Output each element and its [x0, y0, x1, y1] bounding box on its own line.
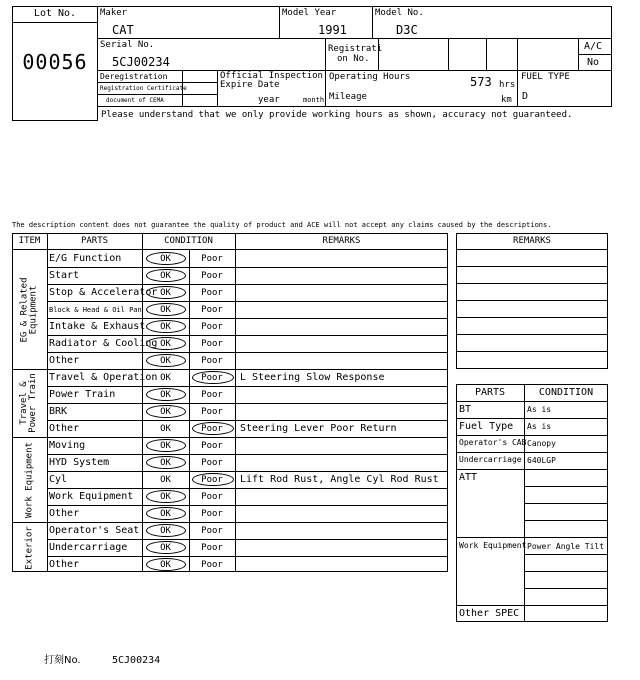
remark-text: L Steering Slow Response — [240, 372, 385, 383]
condition-poor: Poor — [201, 373, 223, 383]
part-name: HYD System — [49, 457, 110, 468]
operating-hours-label: Operating Hours — [329, 72, 411, 82]
header-condition: CONDITION — [164, 236, 213, 246]
group-label: Travel & Power Train — [19, 373, 38, 433]
registration-label-2: on No. — [337, 54, 370, 64]
condition-ok: OK — [160, 271, 171, 281]
part-name: Intake & Exhaust — [49, 321, 146, 332]
condition-ok: OK — [160, 475, 171, 485]
stamp-label: 打刻No. — [44, 655, 81, 666]
condition-ok: OK — [160, 373, 171, 383]
hrs-label: hrs — [499, 80, 516, 90]
condition-poor: Poor — [201, 322, 223, 332]
spec-condition-header: CONDITION — [538, 387, 594, 398]
registration-certificate-label: Registration Certificate — [100, 85, 187, 92]
part-name: E/G Function — [49, 253, 122, 264]
ac-label: A/C — [584, 41, 603, 52]
part-name: Start — [49, 270, 80, 281]
condition-ok: OK — [160, 424, 171, 434]
part-name: Power Train — [49, 389, 116, 400]
condition-poor: Poor — [201, 356, 223, 366]
condition-ok: OK — [160, 543, 171, 553]
condition-poor: Poor — [201, 305, 223, 315]
spec-cab-value: Canopy — [527, 439, 556, 448]
remark-text: Steering Lever Poor Return — [240, 423, 397, 434]
condition-poor: Poor — [201, 543, 223, 553]
mileage-label: Mileage — [329, 92, 367, 102]
ok-circle-mark — [146, 354, 186, 367]
serial-value: 5CJ00234 — [112, 55, 170, 69]
ok-circle-mark — [146, 405, 186, 418]
part-name: Undercarriage — [49, 542, 128, 553]
spec-fuel-label: Fuel Type — [459, 421, 514, 432]
part-name: Travel & Operation — [49, 372, 158, 383]
inspection-label-1: Official Inspection — [220, 71, 323, 81]
condition-poor: Poor — [201, 441, 223, 451]
condition-ok: OK — [160, 526, 171, 536]
spec-bt-value: As is — [527, 405, 552, 414]
poor-circle-mark — [192, 371, 234, 384]
ok-circle-mark — [146, 320, 186, 333]
condition-ok: OK — [160, 560, 171, 570]
condition-poor: Poor — [201, 424, 223, 434]
condition-ok: OK — [160, 509, 171, 519]
part-name: Other — [49, 508, 80, 519]
condition-poor: Poor — [201, 271, 223, 281]
model-no-value: D3C — [396, 23, 418, 37]
ac-value: No — [587, 57, 600, 68]
condition-table — [12, 233, 448, 572]
spec-work-equipment-value: Power Angle Tilt — [527, 542, 605, 551]
condition-ok: OK — [160, 390, 171, 400]
condition-poor: Poor — [201, 390, 223, 400]
spec-fuel-value: As is — [527, 422, 552, 431]
condition-poor: Poor — [201, 458, 223, 468]
operating-hours-value: 573 — [470, 75, 492, 89]
condition-poor: Poor — [201, 339, 223, 349]
spec-other-label: Other SPEC — [459, 608, 520, 619]
model-no-label: Model No. — [375, 8, 424, 18]
part-name: Other — [49, 559, 80, 570]
part-name: Work Equipment — [49, 491, 134, 502]
condition-poor: Poor — [201, 407, 223, 417]
condition-ok: OK — [160, 441, 171, 451]
maker-label: Maker — [100, 8, 128, 18]
condition-poor: Poor — [201, 526, 223, 536]
part-name: Stop & Accelerator — [49, 287, 158, 298]
right-remarks-header: REMARKS — [513, 236, 551, 246]
registration-label-1: Registrati — [328, 44, 383, 54]
ok-circle-mark — [146, 558, 186, 571]
condition-ok: OK — [160, 322, 171, 332]
condition-poor: Poor — [201, 509, 223, 519]
right-remarks-table — [456, 233, 608, 369]
part-name: Radiator & Cooling — [49, 338, 158, 349]
condition-ok: OK — [160, 492, 171, 502]
part-name: Block & Head & Oil Pan — [49, 306, 142, 314]
part-name: Moving — [49, 440, 86, 451]
part-name: Other — [49, 423, 80, 434]
km-label: km — [501, 95, 512, 105]
remark-text: Lift Rod Rust, Angle Cyl Rod Rust — [240, 474, 439, 485]
ok-circle-mark — [146, 541, 186, 554]
ok-circle-mark — [146, 490, 186, 503]
spec-att-label: ATT — [459, 472, 478, 483]
group-label: Exterior — [23, 525, 34, 570]
header-parts: PARTS — [80, 236, 109, 246]
condition-poor: Poor — [201, 475, 223, 485]
condition-ok: OK — [160, 254, 171, 264]
cema-label: document of CEMA — [106, 97, 164, 104]
group-label: EG & Related Equipment — [19, 276, 38, 343]
ok-circle-mark — [146, 286, 186, 299]
model-year-label: Model Year — [282, 8, 337, 18]
fuel-type-value: D — [522, 91, 529, 102]
spec-work-equipment-label: Work Equipment — [459, 541, 527, 550]
group-label: Work Equipment — [23, 441, 34, 518]
spec-cab-label: Operator's CAB — [459, 438, 527, 447]
spec-parts-header: PARTS — [474, 387, 506, 398]
part-name: Other — [49, 355, 80, 366]
condition-ok: OK — [160, 407, 171, 417]
poor-circle-mark — [192, 422, 234, 435]
year-label: year — [258, 95, 280, 105]
month-label: month — [303, 96, 325, 104]
ok-circle-mark — [146, 507, 186, 520]
inspection-label-2: Expire Date — [220, 80, 280, 90]
ok-circle-mark — [146, 524, 186, 537]
serial-label: Serial No. — [100, 40, 155, 50]
condition-poor: Poor — [201, 288, 223, 298]
ok-circle-mark — [146, 269, 186, 282]
lot-label: Lot No. — [33, 8, 77, 19]
fuel-type-label: FUEL TYPE — [521, 72, 570, 82]
hours-disclaimer: Please understand that we only provide working hours as shown, accuracy not guaranteed. — [101, 110, 573, 120]
condition-ok: OK — [160, 339, 171, 349]
spec-bt-label: BT — [459, 404, 472, 415]
lot-number: 00056 — [22, 50, 88, 74]
spec-table — [456, 384, 608, 622]
condition-poor: Poor — [201, 492, 223, 502]
model-year-value: 1991 — [318, 23, 347, 37]
ok-circle-mark — [146, 439, 186, 452]
ok-circle-mark — [146, 252, 186, 265]
ok-circle-mark — [146, 456, 186, 469]
part-name: Cyl — [49, 474, 68, 485]
condition-ok: OK — [160, 288, 171, 298]
deregistration-label: Deregistration — [100, 72, 168, 81]
header-remarks: REMARKS — [322, 236, 361, 246]
stamp-value: 5CJ00234 — [112, 655, 161, 666]
condition-poor: Poor — [201, 560, 223, 570]
condition-ok: OK — [160, 356, 171, 366]
condition-poor: Poor — [201, 254, 223, 264]
ok-circle-mark — [146, 337, 186, 350]
header-item: ITEM — [18, 236, 41, 246]
description-disclaimer: The description content does not guarantee the quality of product and ACE will not accept any claims caused by the descriptions. — [12, 221, 552, 229]
condition-ok: OK — [160, 458, 171, 468]
part-name: Operator's Seat — [49, 525, 140, 536]
spec-undercarriage-value: 640LGP — [527, 456, 556, 465]
spec-undercarriage-label: Undercarriage — [459, 455, 522, 464]
condition-ok: OK — [160, 305, 171, 315]
ok-circle-mark — [146, 303, 186, 316]
ok-circle-mark — [146, 388, 186, 401]
part-name: BRK — [49, 406, 68, 417]
poor-circle-mark — [192, 473, 234, 486]
maker-value: CAT — [112, 23, 134, 37]
